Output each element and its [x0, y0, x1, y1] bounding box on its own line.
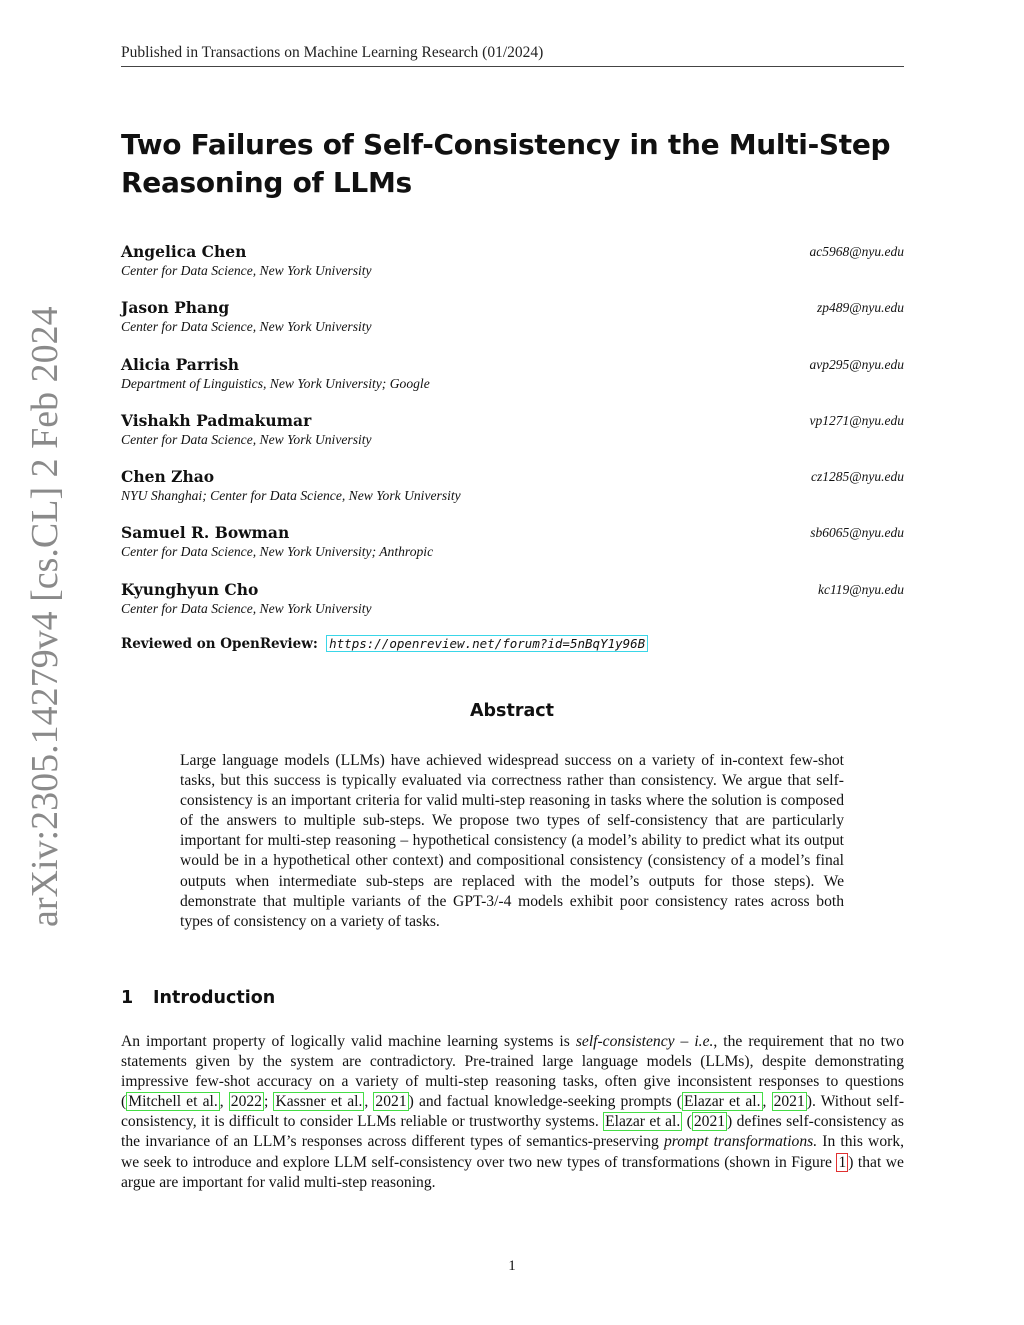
author-name: Vishakh Padmakumar — [121, 410, 312, 430]
author-affiliation: Center for Data Science, New York University — [121, 600, 372, 616]
author-entry — [121, 467, 904, 523]
author-name: Alicia Parrish — [121, 354, 240, 374]
author-affiliation: Center for Data Science, New York University — [121, 319, 372, 335]
openreview-link[interactable]: https://openreview.net/forum?id=5nBqY1y96B — [326, 635, 648, 652]
author-email[interactable]: vp1271@nyu.edu — [809, 412, 904, 428]
author-list — [121, 242, 904, 636]
author-email[interactable]: avp295@nyu.edu — [809, 356, 904, 372]
openreview-label: Reviewed on OpenReview: — [121, 636, 318, 652]
author-affiliation: Center for Data Science, New York University — [121, 263, 372, 278]
author-email[interactable]: kc119@nyu.edu — [817, 581, 904, 597]
author-name: Angelica Chen — [121, 242, 247, 261]
author-email[interactable]: ac5968@nyu.edu — [809, 244, 904, 259]
author-affiliation: Center for Data Science, New York University; Anthropic — [121, 544, 434, 560]
section-number: 1 — [121, 988, 134, 1008]
author-entry — [121, 523, 904, 579]
author-name: Jason Phang — [121, 298, 230, 318]
emphasis-term: self-consistency — [575, 1033, 675, 1050]
author-entry — [121, 580, 904, 636]
author-email[interactable]: cz1285@nyu.edu — [810, 469, 904, 485]
author-name: Chen Zhao — [121, 467, 215, 487]
author-affiliation: NYU Shanghai; Center for Data Science, New York University — [121, 488, 461, 504]
author-entry — [121, 298, 904, 354]
openreview-line — [121, 636, 648, 652]
author-entry — [121, 411, 904, 467]
citation-link[interactable]: 2021 — [375, 1093, 407, 1111]
citation-link[interactable]: 2021 — [773, 1093, 805, 1111]
emphasis-term: i.e. — [694, 1033, 714, 1050]
citation-link[interactable]: Mitchell et al. — [128, 1093, 218, 1111]
author-entry — [121, 355, 904, 411]
abstract-text: Large language models (LLMs) have achieved widespread success on a variety of in-context few-shot tasks, but this success is typically evaluated via correctness rather than consistency. We argue that self-consistency is an important criteria for valid multi-step reasoning in tasks where the solution is composed of the answers to multiple sub-steps. We propose two types of self-consistency that are particularly important for multi-step reasoning – hypothetical consistency (a model’s ability to predict what its output would be in a hypothetical other context) and compositional consistency (consistency of a model’s final outputs when intermediate sub-steps are replaced with the model’s outputs for those steps). We demonstrate that multiple variants of the GPT-3/-4 models exhibit poor consistency rates across both types of consistency on a variety of tasks. — [180, 752, 844, 930]
author-entry — [121, 242, 904, 298]
citation-link[interactable]: 2022 — [230, 1093, 262, 1111]
paper-title: Two Failures of Self-Consistency in the Multi-Step Reasoning of LLMs — [121, 128, 891, 199]
author-email[interactable]: zp489@nyu.edu — [816, 300, 904, 316]
author-name: Kyunghyun Cho — [121, 579, 259, 599]
author-affiliation: Center for Data Science, New York University — [121, 431, 372, 447]
abstract-heading: Abstract — [469, 701, 555, 721]
section-title: Introduction — [153, 988, 276, 1008]
running-head: Published in Transactions on Machine Learning Research (01/2024) — [121, 44, 904, 67]
section-heading-introduction — [121, 988, 275, 1008]
figure-reference-link[interactable]: 1 — [838, 1153, 847, 1171]
citation-link[interactable]: Kassner et al. — [275, 1093, 363, 1111]
citation-link[interactable]: Elazar et al. — [605, 1113, 681, 1131]
citation-link[interactable]: Elazar et al. — [684, 1093, 761, 1111]
page-number: 1 — [508, 1258, 516, 1274]
author-affiliation: Department of Linguistics, New York University; Google — [121, 375, 430, 391]
author-name: Samuel R. Bowman — [121, 523, 290, 543]
introduction-paragraph: An important property of logically valid machine learning systems is self-consistency – i.e., the requirement that no two statements given by the system are contradictory. Pre-trained large language models (LLMs), despite demonstrating impressive few-shot accuracy on a variety of multi-step reasoning tasks, often give inconsistent responses to questions ( Mitchell et al. , 2022 ; Kassner et al. , 2021 ) and factual knowledge-seeking prompts ( Elazar et al. , 2021 ). Without self-consistency, it is difficult to consider LLMs reliable or trustworthy systems. Elazar et al. ( 2021 ) defines self-consistency as the invariance of an LLM’s responses across different types of semantics-preserving prompt transformations. In this work, we seek to introduce and explore LLM self-consistency over two new types of transformations (shown in Figure 1 ) that we argue are important for valid multi-step reasoning. — [121, 1033, 905, 1191]
author-email[interactable]: sb6065@nyu.edu — [810, 525, 904, 541]
citation-link[interactable]: 2021 — [693, 1113, 726, 1131]
arxiv-identifier-stamp: arXiv:2305.14279v4 [cs.CL] 2 Feb 2024 — [24, 306, 66, 927]
emphasis-term: prompt transformations. — [663, 1133, 818, 1151]
